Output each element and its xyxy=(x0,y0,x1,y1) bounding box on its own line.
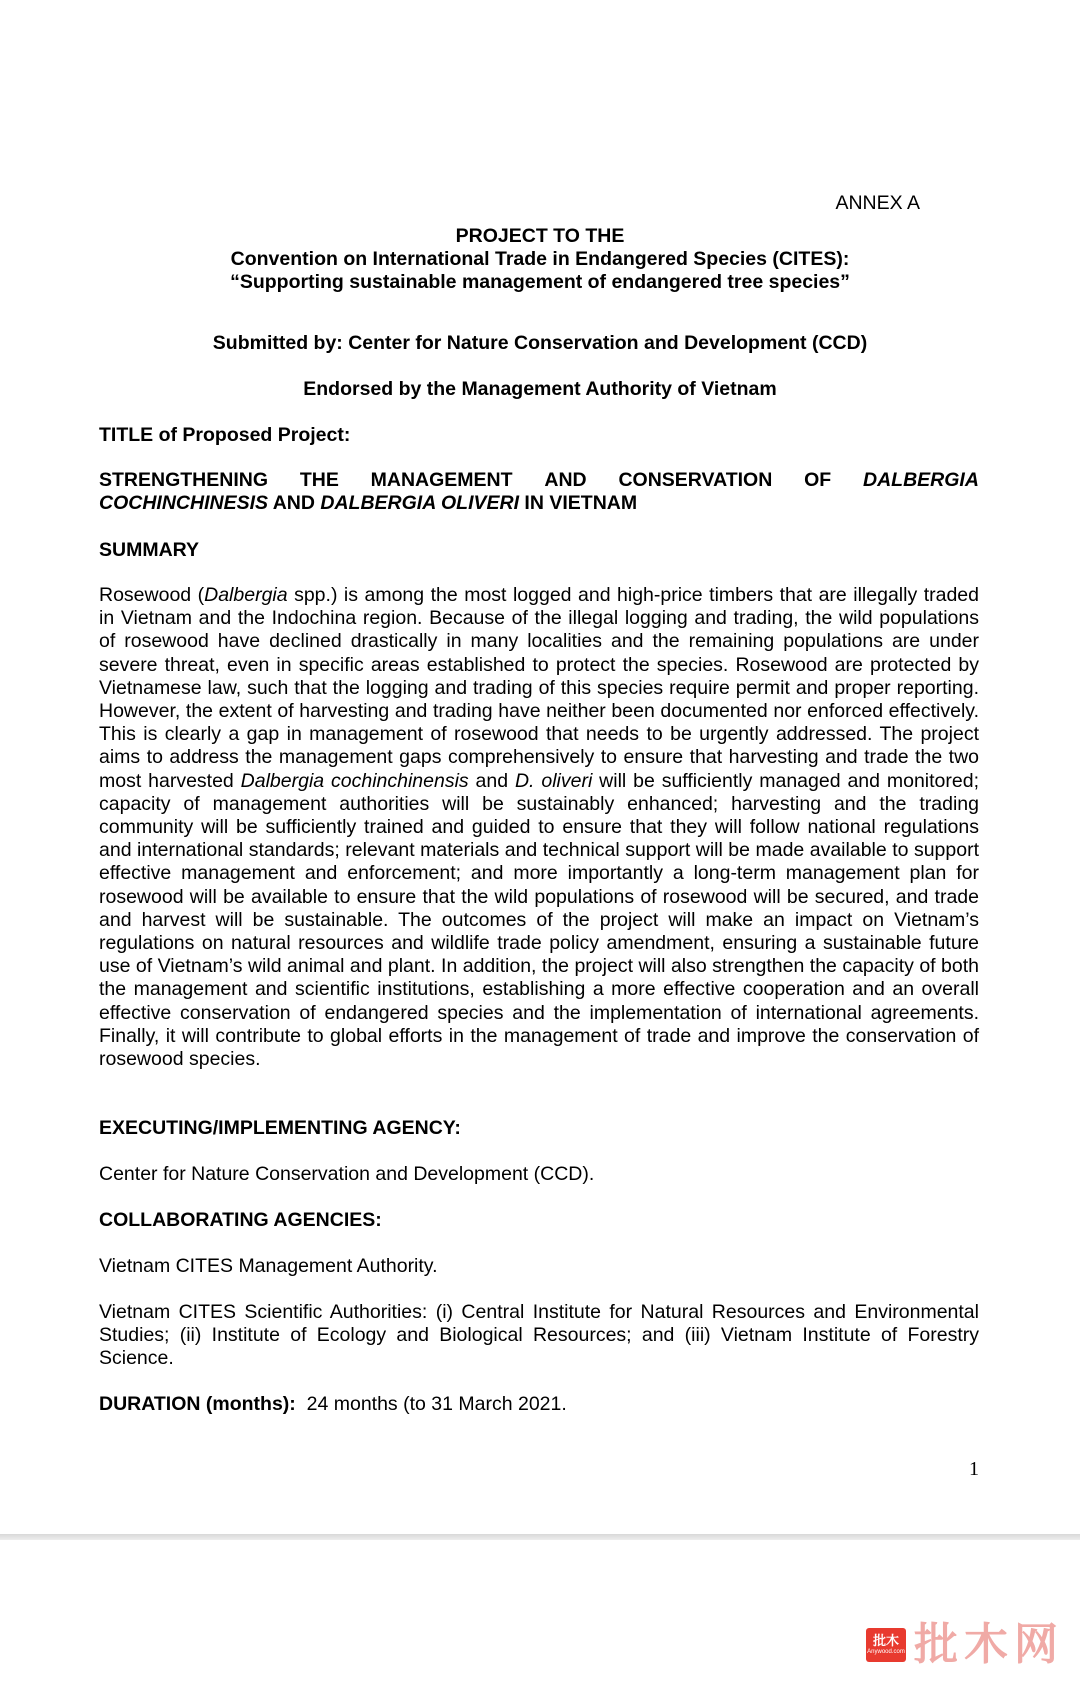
endorsed-by: Endorsed by the Management Authority of Vietnam xyxy=(303,378,777,400)
title-word: OF xyxy=(804,469,832,491)
watermark-logo xyxy=(866,1620,1064,1670)
title-word: DALBERGIA xyxy=(863,469,979,491)
duration-row xyxy=(99,1393,979,1416)
duration-value: 24 months (to 31 March 2021. xyxy=(306,1393,567,1415)
collaborating-label: COLLABORATING AGENCIES: xyxy=(99,1209,382,1231)
title-text: AND xyxy=(268,492,321,515)
summary-paragraph xyxy=(99,584,979,1071)
submitted-by: Submitted by: Center for Nature Conservation and Development (CCD) xyxy=(212,332,868,354)
summary-label: SUMMARY xyxy=(99,539,200,561)
project-title-line1 xyxy=(99,469,979,492)
duration-label: DURATION (months): xyxy=(99,1393,296,1415)
executing-label: EXECUTING/IMPLEMENTING AGENCY: xyxy=(99,1117,461,1139)
title-word: THE xyxy=(299,469,339,491)
logo-badge-text: 批木 xyxy=(872,1633,899,1648)
project-title-line2 xyxy=(99,492,979,515)
title-word: MANAGEMENT xyxy=(370,469,513,491)
title-word: STRENGTHENING xyxy=(99,469,269,491)
title-word: CONSERVATION xyxy=(618,469,773,491)
title-word: AND xyxy=(544,469,587,491)
project-title xyxy=(99,469,979,515)
annex-label: ANNEX A xyxy=(835,192,920,214)
collaborating-item: Vietnam CITES Scientific Authorities: (i) Central Institute for Natural Resources and Environmental Studies; (ii) Institute of Ecology and Biological Resources; and (iii) Vietnam Institute of Forestry Science. xyxy=(99,1301,979,1370)
heading-line3: “Supporting sustainable management of endangered tree species” xyxy=(230,271,850,293)
summary-text: Rosewood ( xyxy=(99,584,205,606)
summary-text: and xyxy=(468,769,515,792)
logo-badge xyxy=(866,1628,906,1662)
logo-text: 批木网 xyxy=(914,1619,1064,1670)
page-number: 1 xyxy=(969,1458,979,1480)
collaborating-item: Vietnam CITES Management Authority. xyxy=(99,1255,438,1277)
title-text: IN VIETNAM xyxy=(519,492,638,515)
heading-line2: Convention on International Trade in Endangered Species (CITES): xyxy=(230,248,850,270)
summary-text: spp.) is among the most logged and high-price timbers that are illegally traded in Vietnam and the Indochina region. Because of the illegal logging and trading, the wild populations of rosewood have declined drastically in many localities and the remaining populations are under severe threat, even in specific areas established to protect the species. Rosewood are protected by Vietnamese law, such that the logging and trading of this species require permit and proper reporting. However, the extent of harvesting and trading have neither been documented nor enforced effectively. This is clearly a gap in management of rosewood that needs to be urgently addressed. The project aims to address the management gaps comprehensively to ensure that harvesting and trade the two most harvested xyxy=(99,584,979,792)
summary-text: will be sufficiently managed and monitored; capacity of management authorities will be sustainably enhanced; harvesting and the trading community will be sufficiently trained and guided to ensure that they will follow national regulations and international standards; relevant materials and technical support will be made available to support effective management and enforcement; and more importantly a long-term management plan for rosewood will be available to ensure that the wild populations of rosewood will be secured, and trade and harvest will be sustainable. The outcomes of the project will make an impact on Vietnam’s regulations on natural resources and wildlife trade policy amendment, ensuring a sustainable future use of Vietnam’s wild animal and plant. In addition, the project will also strengthen the capacity of both the management and scientific institutions, establishing a more effective cooperation and an overall effective conservation of endangered species and the implementation of international agreements. Finally, it will contribute to global efforts in the management of trade and improve the conservation of rosewood species. xyxy=(99,769,979,1071)
genus-name: Dalbergia xyxy=(204,584,288,606)
species-name: COCHINCHINESIS xyxy=(99,492,269,515)
species-name: Dalbergia cochinchinensis xyxy=(240,769,469,792)
page-separator xyxy=(0,1534,1080,1540)
logo-badge-subtext: Anywood.com xyxy=(867,1649,905,1655)
species-name: D. oliveri xyxy=(514,769,593,792)
heading-line1: PROJECT TO THE xyxy=(455,225,625,247)
title-label: TITLE of Proposed Project: xyxy=(99,424,351,446)
species-name: DALBERGIA OLIVERI xyxy=(320,492,520,515)
executing-value: Center for Nature Conservation and Development (CCD). xyxy=(99,1163,595,1185)
